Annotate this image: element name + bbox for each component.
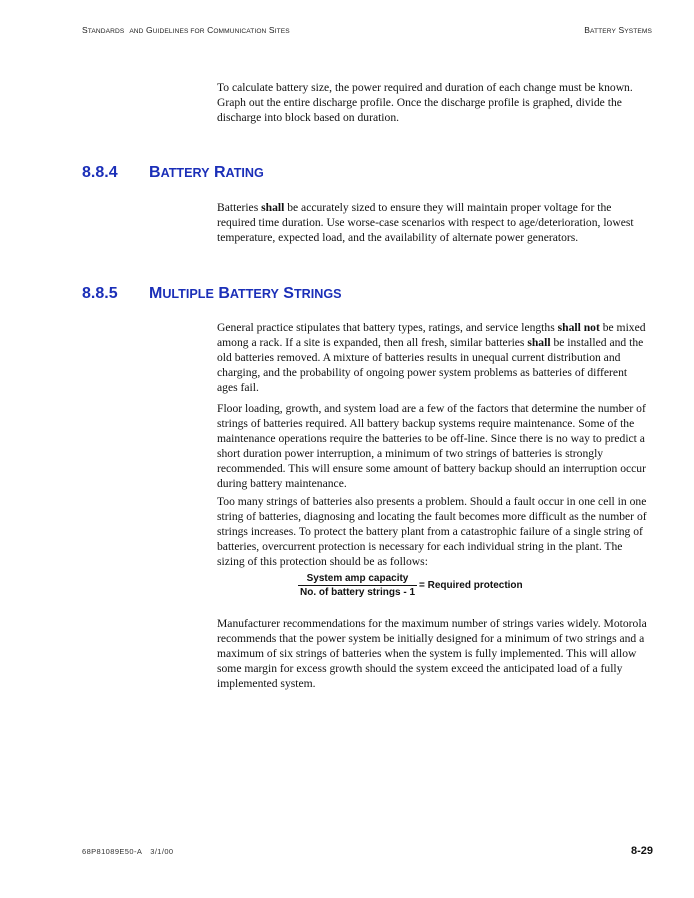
page-header-section: BATTERY SYSTEMS bbox=[584, 25, 652, 35]
strings-paragraph-maintenance: Floor loading, growth, and system load are a few of the factors that determine the number of strings of batteries required. All battery backup systems require maintenance. Some of the maintenance operations require the batteries to be off-line. Since there is no way to predict a short duration power interruption, a minimum of two strings of batteries is strongly recommended. This will ensure some amount of battery backup should an interruption occur during battery maintenance. bbox=[217, 402, 646, 490]
doc-date: 3/1/00 bbox=[150, 847, 174, 856]
strings-paragraph-recommendations: Manufacturer recommendations for the maximum number of strings varies widely. Motorola recommends that the power system be initially designed for a minimum of two strings and a maximum of six strings of batteries when the system is fully implemented. This will allow some margin for excess growth should the system exceed the anticipated load of a fully implemented system. bbox=[217, 617, 647, 690]
formula-numerator: System amp capacity bbox=[298, 573, 417, 586]
page-header-title: STANDARDS AND GUIDELINES FOR COMMUNICATION SITES bbox=[82, 25, 290, 35]
intro-paragraph: To calculate battery size, the power required and duration of each change must be known. Graph out the entire discharge profile. Once the discharge profile is graphed, divide the discharge into block based on duration. bbox=[217, 81, 633, 124]
section-title: BATTERY RATING bbox=[149, 164, 264, 181]
battery-rating-paragraph: Batteries shall be accurately sized to ensure they will maintain proper voltage for the required time duration. Use worse-case scenarios with respect to age/deterioration, lowest temperature, expected load, and the availability of alternate power generators. bbox=[217, 201, 634, 244]
formula-result: = Required protection bbox=[419, 580, 523, 591]
section-heading-battery-rating bbox=[82, 164, 264, 182]
section-heading-multiple-battery-strings bbox=[82, 285, 342, 303]
footer-doc-info bbox=[82, 847, 174, 856]
section-number: 8.8.4 bbox=[82, 164, 118, 181]
page-number: 8-29 bbox=[630, 845, 653, 857]
formula-denominator: No. of battery strings - 1 bbox=[300, 587, 416, 598]
section-title: MULTIPLE BATTERY STRINGS bbox=[149, 285, 342, 302]
strings-paragraph-mixing: General practice stipulates that battery types, ratings, and service lengths shall not be mixed among a rack. If a site is expanded, then all fresh, similar batteries shall be installed and the old batteries removed. A mixture of batteries results in unequal current distribution and charging, and the probability of ongoing power system problems as batteries of different ages fail. bbox=[217, 321, 646, 394]
strings-paragraph-overcurrent: Too many strings of batteries also presents a problem. Should a fault occur in one cell in one string of batteries, diagnosing and locating the fault becomes more difficult as the number of strings increases. To protect the battery plant from a catastrophic failure of a single string of batteries, overcurrent protection is necessary for each individual string in the plant. The sizing of this protection should be as follows: bbox=[217, 495, 647, 568]
formula-fraction bbox=[298, 573, 417, 598]
doc-number: 68P81089E50-A bbox=[82, 847, 143, 856]
protection-formula bbox=[298, 573, 523, 598]
section-number: 8.8.5 bbox=[82, 285, 118, 302]
